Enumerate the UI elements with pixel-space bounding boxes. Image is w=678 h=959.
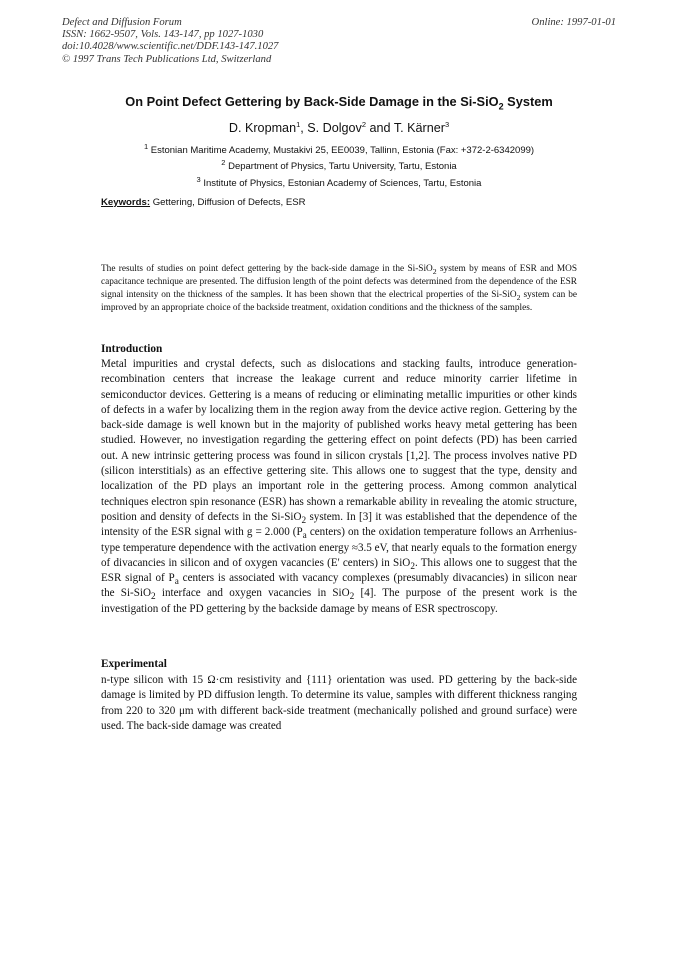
author-2-mark: 2: [361, 120, 367, 129]
subscript: 2: [301, 516, 307, 527]
experimental-heading: Experimental: [101, 658, 167, 670]
body-text: interface and oxygen vacancies in SiO: [155, 587, 350, 600]
affiliation-2-text: Department of Physics, Tartu University, Tartu, Estonia: [225, 161, 457, 173]
copyright-line: © 1997 Trans Tech Publications Ltd, Switzerland: [62, 53, 272, 65]
subscript: a: [302, 531, 307, 542]
subscript: 2: [151, 592, 156, 603]
subscript: 2: [410, 562, 415, 573]
paper-title: [0, 94, 678, 112]
abstract-text: The results of studies on point defect gettering by the back-side damage in the Si-SiO: [101, 264, 433, 274]
abstract-text: system can be improved by an appropriate choice of the backside treatment, oxidation conditions and the thickness of the samples.: [101, 290, 577, 313]
affiliation-1-mark: 1: [143, 142, 149, 151]
affiliation-2: [0, 158, 678, 172]
affiliation-3-mark: 3: [196, 175, 201, 184]
keywords-text: Gettering, Diffusion of Defects, ESR: [150, 197, 306, 208]
subscript: 2: [349, 592, 355, 603]
journal-name: Defect and Diffusion Forum: [62, 17, 182, 28]
title-main: On Point Defect Gettering by Back-Side Damage in the Si-SiO: [125, 94, 499, 109]
affiliation-1: [0, 142, 678, 156]
introduction-body: [101, 357, 577, 617]
subscript: 2: [432, 266, 437, 276]
author-2: S. Dolgov: [307, 121, 362, 136]
body-text: centers) on the oxidation temperature follows an Arrhenius-type temperature dependence with the activation energy ≈3.5 eV, that nearly equals to the formation energy of divacancies in silicon and of oxygen vacancies (E' centers) in SiO: [101, 526, 577, 569]
keywords-label: Keywords:: [101, 197, 151, 208]
author-1: D. Kropman: [228, 121, 297, 136]
subscript: 2: [516, 292, 521, 302]
body-text: [4]. The purpose of the present work is the investigation of the PD gettering by the backside damage by means of ESR spectroscopy.: [101, 587, 577, 615]
affiliation-1-text: Estonian Maritime Academy, Mustakivi 25, EE0039, Tallinn, Estonia (Fax: +372-2-6342099): [148, 145, 535, 157]
author-separator: ,: [300, 121, 308, 136]
subscript: a: [174, 577, 179, 588]
doi-line: doi:10.4028/www.scientific.net/DDF.143-147.1027: [62, 41, 279, 53]
author-3-mark: 3: [444, 120, 450, 129]
body-text: centers is associated with vacancy complexes (presumably divacancies) in silicon near the Si-SiO: [101, 572, 577, 600]
abstract: [101, 263, 577, 315]
affiliation-2-mark: 2: [221, 158, 226, 167]
online-date: Online: 1997-01-01: [531, 17, 616, 28]
title-subscript: 2: [498, 101, 504, 112]
affiliation-3: [0, 175, 678, 189]
introduction-heading: Introduction: [101, 343, 163, 355]
title-tail: System: [503, 94, 553, 109]
author-separator: and: [366, 121, 394, 136]
body-text: . This allows one to suggest that the ESR signal of P: [101, 556, 578, 585]
author-3: T. Kärner: [393, 121, 445, 136]
body-text: system. In [3] it was established that the dependence of the intensity of the ESR signal with g = 2.000 (P: [101, 510, 577, 539]
body-text: Metal impurities and crystal defects, such as dislocations and stacking faults, introduce generation-recombination centers that increase the leakage current and reduce minority carrier lifetime in semiconductor devices. Gettering is a means of reducing or eliminating metallic impurities or other kinds of defects in a wafer by localizing them in the region away from the device active region. Gettering by the back-side damage is well known but in the majority of published works heavy metal gettering has been studied. However, no investigation regarding the gettering effect on point defects (PD) has been carried out. A new intrinsic gettering process was found in silicon crystals [1,2]. The process involves native PD (silicon interstitials) as an effective gettering site. This allows one to suggest that the type, density and localization of the PD plays an important role in the gettering process. Among common analytical techniques electron spin resonance (ESR) has shown a remarkable ability in revealing the atomic structure, position and density of defects in the Si-SiO: [101, 358, 577, 523]
author-1-mark: 1: [296, 120, 301, 129]
journal-header: [62, 17, 616, 66]
issn-line: ISSN: 1662-9507, Vols. 143-147, pp 1027-1030: [62, 29, 264, 41]
keywords: [101, 197, 306, 208]
affiliation-3-text: Institute of Physics, Estonian Academy of Sciences, Tartu, Estonia: [200, 178, 482, 190]
author-list: [0, 120, 678, 135]
experimental-body: n-type silicon with 15 Ω·cm resistivity and {111} orientation was used. PD gettering by the back-side damage is limited by PD diffusion length. To determine its value, samples with different thickness ranging from 220 to 320 μm with different back-side treatment (mechanically polished and ground surface) were used. The back-side damage was created: [101, 674, 577, 732]
abstract-text: system by means of ESR and MOS capacitance technique are presented. The diffusion length of the point defects was determined from the dependence of the ESR signal intensity on the thickness of the samples. It has been shown that the electrical properties of the Si-SiO: [101, 264, 577, 300]
